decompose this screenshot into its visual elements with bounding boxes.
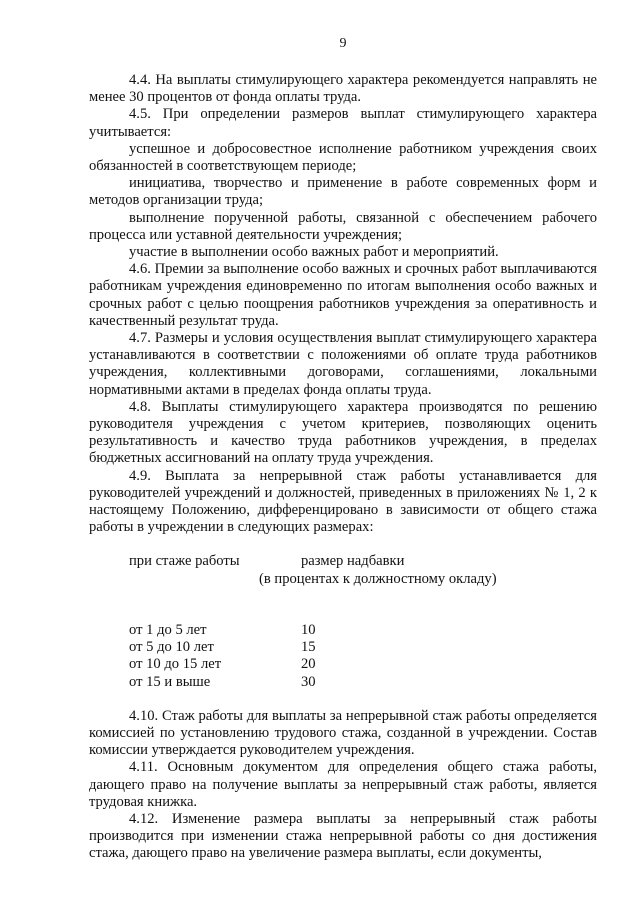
bonus-percent: 20 — [301, 656, 316, 673]
table-row — [89, 639, 597, 656]
table-row — [89, 656, 597, 673]
paragraph-4-7: 4.7. Размеры и условия осуществления выплат стимулирующего характера устанавливаются в соответствии с положениями об оплате труда работников учреждения, коллективными договорами, соглашениями, локальными нормативными актами в пределах фонда оплаты труда. — [89, 330, 597, 398]
header-seniority: при стаже работы — [129, 553, 240, 570]
paragraph-4-9: 4.9. Выплата за непрерывной стаж работы устанавливается для руководителей учреждений и должностей, приведенных в приложениях № 1, 2 к настоящему Положению, дифференцировано в зависимости от общего стажа работы в учреждении в следующих размерах: — [89, 467, 597, 536]
seniority-range: от 1 до 5 лет — [129, 621, 207, 638]
seniority-range: от 15 и выше — [129, 673, 211, 690]
body-text — [89, 72, 597, 863]
paragraph-4-8: 4.8. Выплаты стимулирующего характера производятся по решению руководителя учреждения с учетом критериев, позволяющих оценить результативность и качество труда работников учреждения, в пределах бюджетных ассигнований на оплату труда учреждения. — [89, 398, 597, 467]
paragraph-4-11: 4.11. Основным документом для определения общего стажа работы, дающего право на получение выплаты за непрерывный стаж работы, является трудовая книжка. — [89, 759, 597, 810]
bonus-percent: 10 — [301, 621, 316, 638]
header-bonus-size: размер надбавки — [301, 553, 405, 570]
criterion-item: участие в выполнении особо важных работ и мероприятий. — [129, 244, 499, 261]
paragraph-4-12: 4.12. Изменение размера выплаты за непрерывный стаж работы производится при изменении стажа непрерывной работы со дня достижения стажа, дающего право на увеличение размера выплаты, если документы, — [89, 810, 597, 862]
seniority-range: от 10 до 15 лет — [129, 656, 222, 673]
bonus-percent: 30 — [301, 673, 316, 690]
paragraph-4-6: 4.6. Премии за выполнение особо важных и срочных работ выплачиваются работникам учреждения единовременно по итогам выполнения особо важных и срочных работ с целью поощрения работников учреждения за оперативность и качественный результат труда. — [89, 261, 597, 329]
criterion-item: выполнение порученной работы, связанной с обеспечением рабочего процесса или уставной деятельности учреждения; — [89, 209, 597, 243]
criterion-item: успешное и добросовестное исполнение работником учреждения своих обязанностей в соответствующем периоде; — [89, 140, 597, 175]
page-number: 9 — [339, 36, 347, 51]
table-row — [89, 674, 597, 691]
table-row — [89, 622, 597, 639]
seniority-range: от 5 до 10 лет — [129, 639, 214, 656]
paragraph-4-10: 4.10. Стаж работы для выплаты за непрерывной стаж работы определяется комиссией по установлению трудового стажа, созданной в учреждении. Состав комиссии утверждается руководителем учреждения. — [89, 707, 597, 759]
paragraph-4-5: 4.5. При определении размеров выплат стимулирующего характера учитывается: — [89, 106, 597, 140]
table-header — [89, 553, 597, 570]
paragraph-4-4: 4.4. На выплаты стимулирующего характера рекомендуется направлять не менее 30 процентов от фонда оплаты труда. — [89, 72, 597, 106]
seniority-bonus-table — [89, 553, 597, 690]
bonus-percent: 15 — [301, 639, 316, 656]
table-spacer — [89, 588, 597, 622]
criterion-item: инициатива, творчество и применение в работе современных форм и методов организации труда; — [89, 175, 597, 209]
header-bonus-unit: (в процентах к должностному окладу) — [259, 570, 497, 587]
